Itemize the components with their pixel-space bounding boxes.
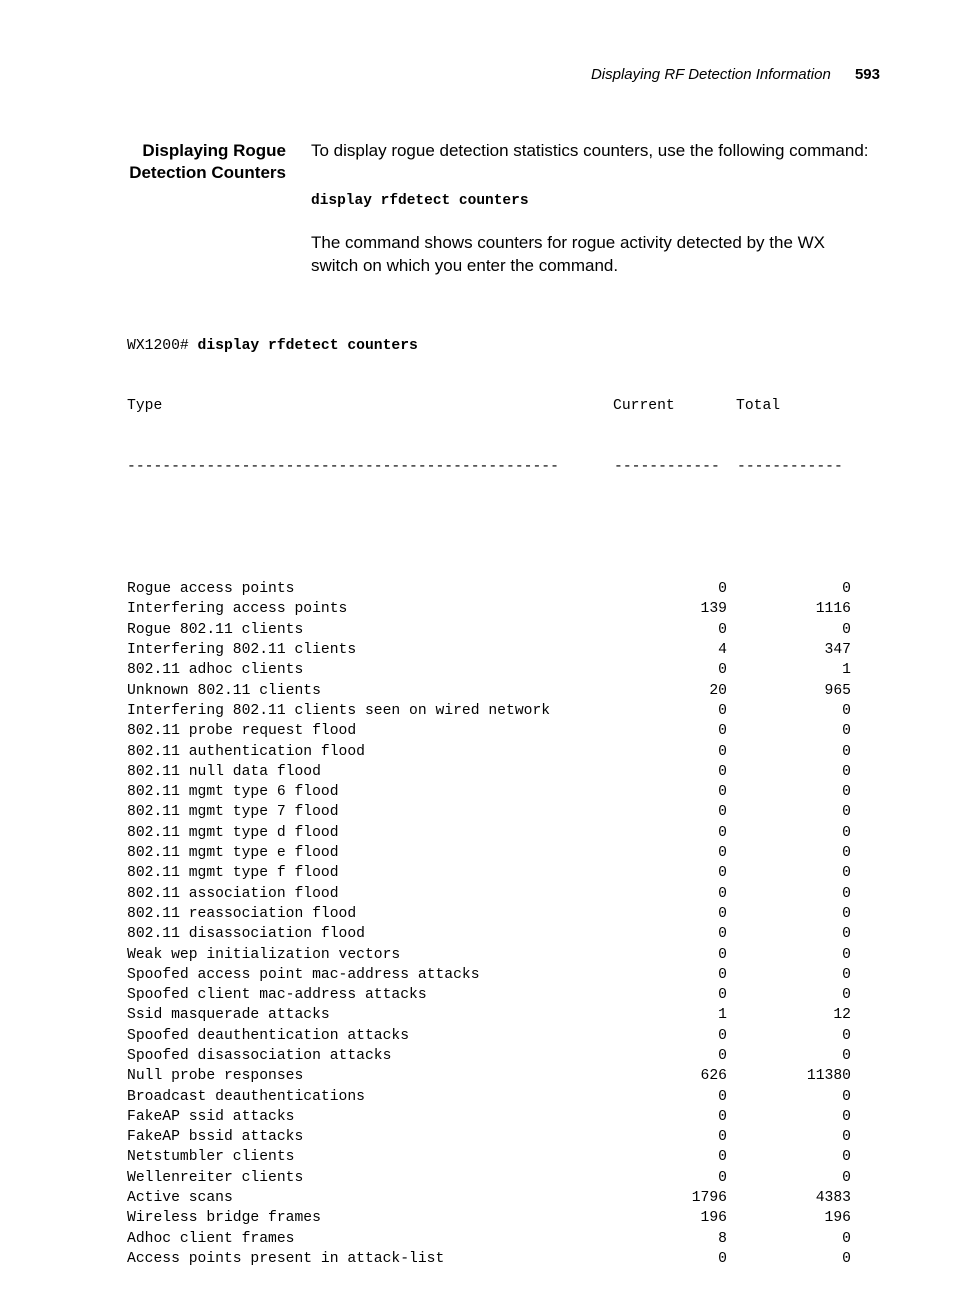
counter-current: 0 [718,1129,727,1146]
counter-total: 196 [824,1210,851,1227]
prompt-line [127,336,867,356]
counter-current: 0 [718,966,727,983]
counter-total: 965 [824,682,851,699]
separator-total: ------------ [737,459,843,476]
terminal-command: display rfdetect counters [197,337,418,354]
counter-total: 0 [842,723,851,740]
counter-row [127,884,867,904]
counter-total: 0 [842,784,851,801]
counter-total: 0 [842,987,851,1004]
terminal-output [127,295,867,1290]
counter-row [127,1127,867,1147]
counter-row [127,1249,867,1269]
counter-current: 0 [718,1250,727,1267]
counter-current: 0 [718,865,727,882]
counter-total: 0 [842,905,851,922]
counter-type: FakeAP bssid attacks [127,1129,304,1146]
counter-row [127,1087,867,1107]
page-header [591,66,880,83]
counter-type: 802.11 disassociation flood [127,926,365,943]
counter-total: 0 [842,804,851,821]
counter-total: 0 [842,763,851,780]
counter-current: 0 [718,702,727,719]
counter-row [127,904,867,924]
counter-total: 0 [842,946,851,963]
counter-current: 0 [718,723,727,740]
column-header-current: Current [613,398,675,415]
counter-total: 0 [842,824,851,841]
terminal-prompt: WX1200# [127,337,198,354]
counter-row [127,1005,867,1025]
counter-total: 0 [842,1108,851,1125]
counter-type: Spoofed deauthentication attacks [127,1027,410,1044]
counter-current: 0 [718,946,727,963]
counter-total: 0 [842,743,851,760]
counter-row [127,782,867,802]
counter-current: 20 [709,682,727,699]
counter-row [127,1046,867,1066]
counter-type: Spoofed access point mac-address attacks [127,966,480,983]
counter-row [127,1168,867,1188]
counter-type: Rogue 802.11 clients [127,621,304,638]
counter-total: 0 [842,581,851,598]
counter-current: 0 [718,926,727,943]
counter-type: Interfering access points [127,601,348,618]
counter-row [127,1229,867,1249]
counter-total: 0 [842,702,851,719]
counter-type: 802.11 adhoc clients [127,662,304,679]
counter-type: Ssid masquerade attacks [127,1007,330,1024]
counter-row [127,701,867,721]
counter-current: 0 [718,581,727,598]
counter-total: 0 [842,926,851,943]
counter-total: 0 [842,1027,851,1044]
intro-paragraph: To display rogue detection statistics counters, use the following command: [311,141,869,160]
command-syntax: display rfdetect counters [311,193,529,209]
counter-type: Wellenreiter clients [127,1169,304,1186]
counter-total: 0 [842,1169,851,1186]
counter-type: Access points present in attack-list [127,1250,445,1267]
separator-type: ------------------------------------------------- [127,459,559,476]
running-title: Displaying RF Detection Information [590,66,831,83]
counter-total: 0 [842,1149,851,1166]
counter-current: 4 [718,642,727,659]
counter-current: 8 [718,1230,727,1247]
counter-row [127,1107,867,1127]
counter-type: FakeAP ssid attacks [127,1108,295,1125]
counter-current: 0 [718,1027,727,1044]
counter-rows [127,579,867,1269]
counter-current: 196 [700,1210,727,1227]
counter-current: 0 [718,1169,727,1186]
counter-row [127,599,867,619]
counter-type: Spoofed disassociation attacks [127,1047,392,1064]
column-header-row [127,396,867,416]
counter-type: Interfering 802.11 clients seen on wired network [127,702,551,719]
counter-type: Unknown 802.11 clients [127,682,321,699]
counter-total: 0 [842,1047,851,1064]
counter-row [127,945,867,965]
counter-row [127,742,867,762]
counter-total: 0 [842,865,851,882]
counter-total: 12 [833,1007,851,1024]
counter-total: 11380 [806,1068,851,1085]
counter-row [127,1188,867,1208]
counter-current: 0 [718,804,727,821]
counter-row [127,1066,867,1086]
blank-line [127,518,867,538]
counter-row [127,660,867,680]
counter-current: 0 [718,885,727,902]
counter-type: Rogue access points [127,581,295,598]
counter-total: 0 [842,966,851,983]
counter-current: 0 [718,763,727,780]
counter-type: Adhoc client frames [127,1230,295,1247]
column-header-type: Type [127,398,163,415]
counter-row [127,802,867,822]
section-heading: Displaying Rogue Detection Counters [129,141,286,182]
counter-type: 802.11 reassociation flood [127,905,357,922]
counter-type: 802.11 mgmt type f flood [127,865,339,882]
counter-current: 0 [718,621,727,638]
counter-type: 802.11 mgmt type e flood [127,845,339,862]
counter-type: 802.11 mgmt type 7 flood [127,804,339,821]
counter-row [127,681,867,701]
counter-total: 1 [842,662,851,679]
counter-row [127,721,867,741]
counter-row [127,620,867,640]
counter-type: Weak wep initialization vectors [127,946,401,963]
counter-current: 0 [718,1108,727,1125]
counter-type: Wireless bridge frames [127,1210,321,1227]
counter-type: Null probe responses [127,1068,304,1085]
counter-current: 1796 [691,1190,727,1207]
counter-current: 0 [718,1088,727,1105]
counter-total: 0 [842,1088,851,1105]
counter-row [127,965,867,985]
counter-type: Interfering 802.11 clients [127,642,357,659]
counter-type: 802.11 authentication flood [127,743,365,760]
column-header-total: Total [736,398,781,415]
counter-row [127,924,867,944]
counter-row [127,863,867,883]
separator-current: ------------ [614,459,720,476]
counter-total: 0 [842,1129,851,1146]
counter-row [127,1208,867,1228]
counter-current: 139 [700,601,727,618]
counter-total: 0 [842,845,851,862]
counter-current: 0 [718,845,727,862]
counter-row [127,762,867,782]
counter-current: 0 [718,784,727,801]
counter-type: 802.11 null data flood [127,763,321,780]
counter-type: 802.11 probe request flood [127,723,357,740]
counter-row [127,1026,867,1046]
counter-total: 0 [842,621,851,638]
counter-current: 0 [718,1149,727,1166]
counter-current: 0 [718,662,727,679]
counter-type: Netstumbler clients [127,1149,295,1166]
counter-current: 626 [700,1068,727,1085]
counter-current: 1 [718,1007,727,1024]
counter-type: 802.11 association flood [127,885,339,902]
separator-row [127,457,867,477]
counter-row [127,579,867,599]
counter-total: 4383 [815,1190,851,1207]
counter-row [127,1147,867,1167]
page-number: 593 [854,66,880,83]
counter-total: 0 [842,1230,851,1247]
counter-total: 0 [842,885,851,902]
counter-row [127,985,867,1005]
counter-total: 1116 [815,601,851,618]
counter-current: 0 [718,743,727,760]
counter-current: 0 [718,824,727,841]
counter-current: 0 [718,905,727,922]
counter-row [127,843,867,863]
counter-type: 802.11 mgmt type 6 flood [127,784,339,801]
counter-type: Spoofed client mac-address attacks [127,987,427,1004]
counter-total: 347 [824,642,851,659]
counter-row [127,640,867,660]
counter-type: Broadcast deauthentications [127,1088,365,1105]
counter-type: Active scans [127,1190,233,1207]
counter-type: 802.11 mgmt type d flood [127,824,339,841]
counter-current: 0 [718,987,727,1004]
counter-total: 0 [842,1250,851,1267]
counter-row [127,823,867,843]
counter-current: 0 [718,1047,727,1064]
description-paragraph: The command shows counters for rogue activity detected by the WX switch on which you enter the command. [311,233,826,275]
